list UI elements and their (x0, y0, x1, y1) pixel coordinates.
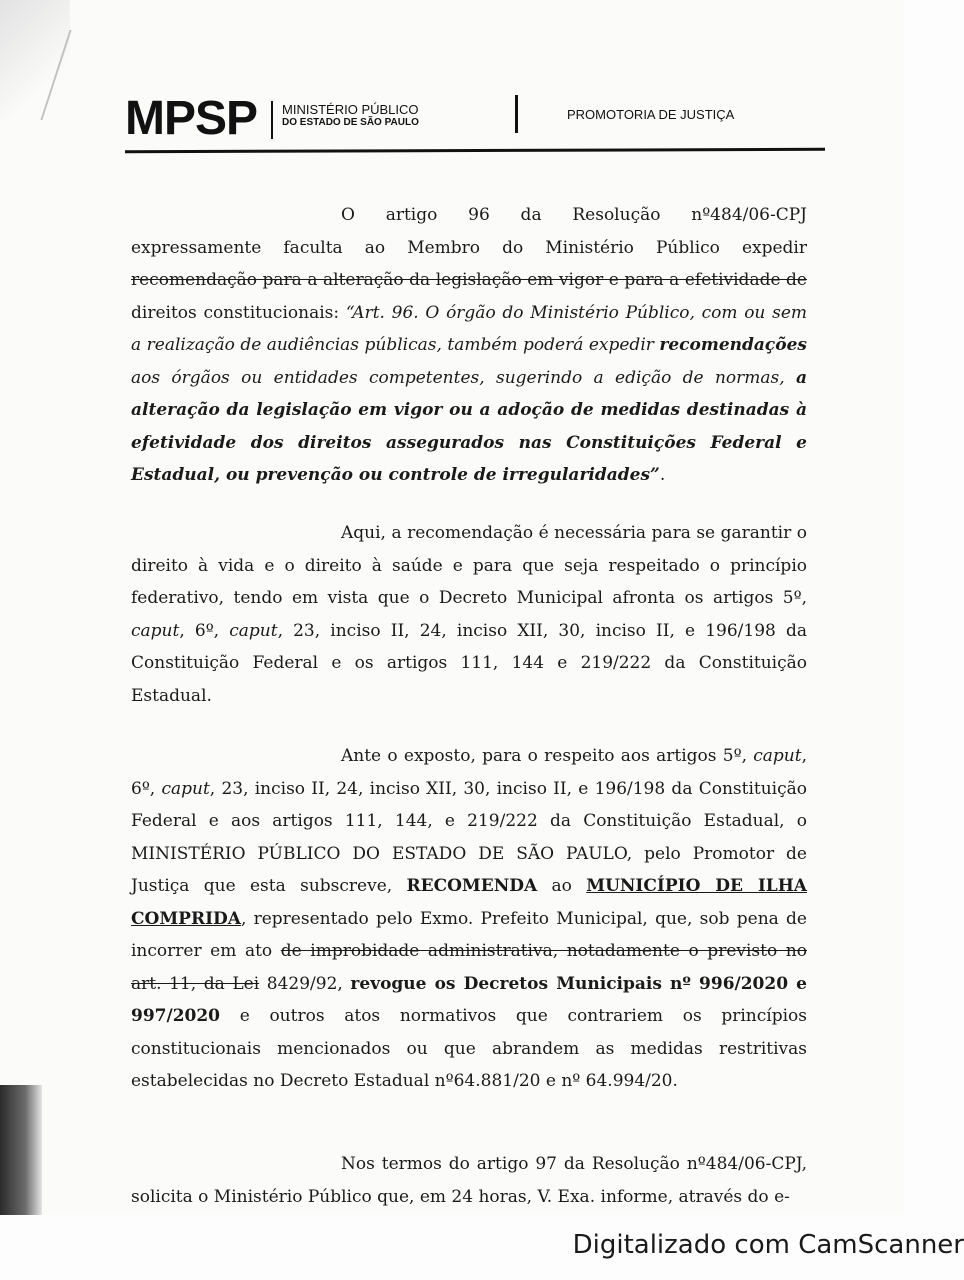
header-rule (125, 148, 825, 153)
org-name-line1: MINISTÉRIO PÚBLICO (282, 102, 419, 117)
header-divider (515, 95, 518, 133)
p3-recomenda: RECOMENDA (406, 876, 538, 896)
p3-revogue: revogue os Decretos Municipais nº 996/2020 e 997/2020 (131, 973, 807, 1026)
camscanner-watermark: Digitalizado com CamScanner (572, 1230, 964, 1260)
p1-end: . (659, 465, 666, 485)
mpsp-logo: MPSP (125, 92, 258, 145)
p1-quote-bold-2: a alteração da legislação em vigor ou a adoção de medidas destinadas à efetividade dos direitos assegurados nas Constituições Federal e Estadual, ou prevenção ou controle de irregularidades” (131, 367, 807, 485)
p1-text-struck: recomendação para a alteração da legislação em vigor e para a efetividade de (131, 270, 807, 290)
p4-text-a: Nos termos do artigo 97 da Resolução nº484/06-CPJ, solicita o Ministério Público que, em 24 horas, V. Exa. informe, através do e- (131, 1154, 807, 1207)
p3-caput-1: caput (753, 746, 802, 766)
p3-text-struck: de improbidade administrativa, notadamente o previsto no art. 11, da Lei (131, 941, 807, 994)
p1-quote-bold: recomendações (659, 335, 807, 355)
paragraph-1 (131, 199, 807, 492)
p3-text-g: , representado pelo Exmo. Prefeito Municipal, que, sob pena de incorrer em ato (131, 908, 807, 961)
logo-divider (271, 101, 273, 139)
p3-text-e: ao (537, 876, 587, 896)
p1-text-c: direitos constitucionais: (131, 302, 346, 323)
paragraph-3 (131, 740, 807, 1098)
p3-text-a: Ante o exposto, para o respeito aos artigos 5º, (341, 746, 754, 766)
p3-text-k: e outros atos normativos que contrariem os princípios constitucionais mencionados ou que abrandem as medidas restritivas estabelecidas no Decreto Estadual nº64.881/20 e nº 64.994/20. (131, 1006, 807, 1091)
p3-caput-2: caput (161, 778, 210, 799)
letterhead (125, 92, 825, 155)
paragraph-2 (131, 517, 807, 712)
p2-text-a: Aqui, a recomendação é necessária para se garantir o direito à vida e o direito à saúde e para que seja respeitado o princípio federativo, tendo em vista que o Decreto Municipal afronta os artigos 5º, (131, 523, 807, 608)
org-name (282, 103, 419, 129)
p2-text-b: , 6º, (179, 620, 230, 641)
p2-text-c: , 23, inciso II, 24, inciso XII, 30, inciso II, e 196/198 da Constituição Federal e os artigos 111, 144 e 219/222 da Constituição Estadual. (131, 620, 807, 706)
p1-text-a: O artigo 96 da Resolução nº484/06-CPJ expressamente faculta ao Membro do Ministério Público expedir (131, 205, 807, 258)
p1-quote-italic-2: aos órgãos ou entidades competentes, sugerindo a edição de normas, (131, 367, 796, 388)
p2-caput-1: caput (131, 620, 180, 641)
p3-municipio: MUNICÍPIO DE ILHA COMPRIDA (131, 876, 807, 929)
p3-text-i: 8429/92, (259, 973, 351, 994)
p1-quote-italic: “Art. 96. O órgão do Ministério Público, com ou sem a realização de audiências públicas, também poderá expedir (131, 302, 807, 355)
p3-text-c: , 23, inciso II, 24, inciso XII, 30, inciso II, e 196/198 da Constituição Federal e aos artigos 111, 144, e 219/222 da Constituição Estadual, o MINISTÉRIO PÚBLICO DO ESTADO DE SÃO PAULO, pelo Promotor de Justiça que esta subscreve, (131, 778, 807, 896)
paragraph-4 (131, 1148, 807, 1213)
p3-text-b: , 6º, (131, 746, 807, 799)
p2-caput-2: caput (229, 620, 278, 641)
org-name-line2: DO ESTADO DE SÃO PAULO (282, 117, 419, 128)
scan-shadow-left (0, 1085, 42, 1215)
promotoria-label: PROMOTORIA DE JUSTIÇA (567, 107, 735, 122)
